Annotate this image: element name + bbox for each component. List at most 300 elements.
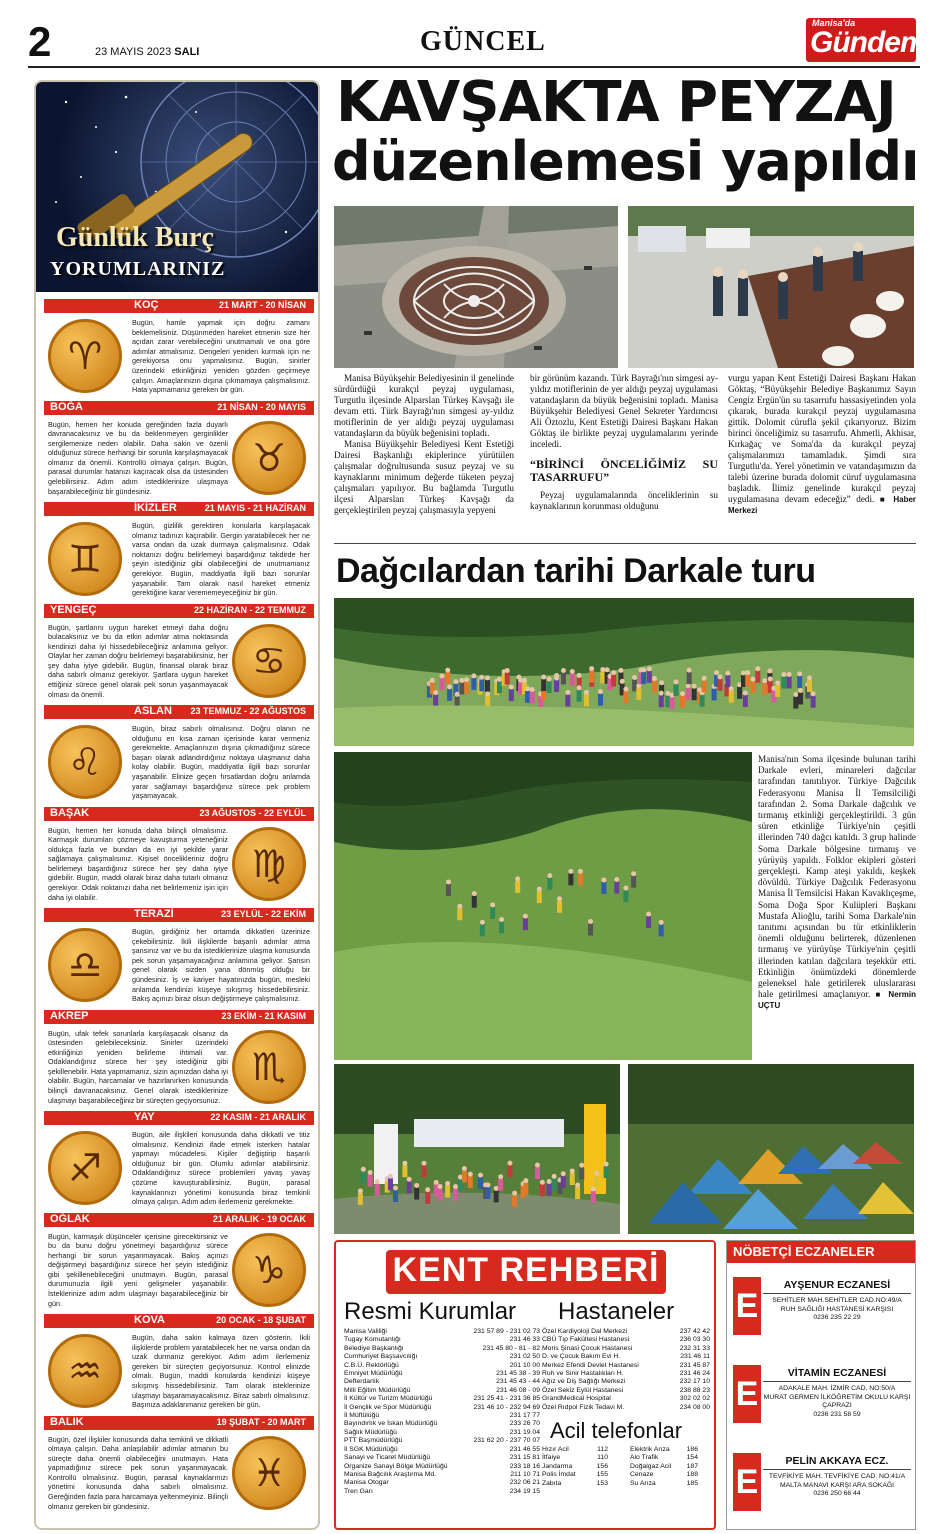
date-text: 23 MAYIS 2023 [95,46,172,58]
entry-phone: 231 46 10 - 232 94 69 [473,1403,540,1411]
hiker-figure [464,682,469,694]
sign-0 [44,299,314,399]
hiker-figure [485,1187,490,1199]
resmi-row [344,1395,540,1403]
resmi-row [344,1446,540,1454]
hiker-head [523,1178,528,1183]
hiker-figure [425,1192,430,1204]
eczane-letter: E [733,1277,761,1335]
hiker-figure [439,678,444,690]
article1-col2-p2: Peyzaj uygulamalarında önceliklerinin su kaynaklarının korunması olduğunu [530,490,718,511]
zodiac-0-icon: ♈ [48,319,122,393]
entry-name: Hızır Acil [542,1446,569,1453]
resmi-row [344,1362,540,1370]
sign-name: ASLAN [134,705,172,717]
logo-top: Manisa'da [812,18,856,28]
hastane-row [542,1404,710,1412]
entry-name: İl Kültür ve Turizm Müdürlüğü [344,1395,433,1403]
resmi-row [344,1437,540,1445]
hiker-figure [468,1176,473,1188]
hiker-figure [498,1179,503,1191]
resmi-list [344,1328,540,1496]
hiker-figure [523,1183,528,1195]
hiker-head [509,685,514,690]
entry-phone: 186 [686,1446,698,1453]
entry-phone: 231 46 24 [679,1370,710,1378]
entry-phone: 233 18 16 [509,1462,540,1470]
entry-name: GrandMedical Hospital [542,1395,611,1403]
hiker-head [471,673,476,678]
hiker-figure [422,1165,427,1177]
sign-name: YENGEÇ [50,603,97,616]
article1-col2-p1: bir görünüm kazandı. Türk Bayrağı'nın simgesi ay-yıldız motiflerinin de yer aldığı peyzaj uygulaması vatandaşların da büyük beğenisini topladı. Manisa Büyükşehir Belediyesi Genel Sekreter Yardımcısı Ali Öztozlu, Kent Estetiği Dairesi Başkanı Hakan Göktaş ile birlikte peyzaj uygulamalarını yerinde inceledi. [530,373,719,449]
hastane-row [542,1353,710,1361]
hastane-row [542,1362,710,1370]
hiker-head [618,668,623,673]
sign-text: Bugün, gizlilik gerektiren konularla karşılaşacak olmanız tadınızı kaçırabilir. Gergin yaratabilecek her ne varsa ondan da uzak durmaya çalışmalısınız. Odak noktanızı doğru belirlemeyi başardığınız takdirde her şeyin istediğiniz gibi olabileceğini de unutmamanız gerekiyor. Bugün, maddiyatla ilgili bazı sorunlar yaşanabilir. Tam olarak nasıl hareket etmeniz gerektiğine karar verememeyeceğiniz bir gün. [132,521,310,598]
hiker-figure [525,691,530,703]
entry-name: Manisa Otogar [344,1479,389,1487]
hiker-figure [575,1187,580,1199]
hiker-head [472,891,477,896]
hiker-head [505,668,510,673]
hiker-figure [591,1191,596,1203]
eczaneler-box [726,1240,916,1530]
hiker-head [457,904,462,909]
hiker-figure [692,688,697,700]
hiker-figure [445,1185,450,1197]
hiker-figure [702,680,707,692]
article2-body [758,754,916,1012]
hiker-head [561,668,566,673]
hiker-figure [601,882,606,894]
sign-dates: 21 MAYIS - 21 HAZİRAN [204,503,306,513]
resmi-row [344,1353,540,1361]
hiker-figure [570,674,575,686]
acil-row [630,1471,698,1479]
entry-name: Sanayi ve Ticaret Müdürlüğü [344,1454,431,1462]
entry-name: İl Gençlik ve Spor Müdürlüğü [344,1403,432,1411]
hiker-figure [446,884,451,896]
entry-phone: 238 88 23 [679,1386,710,1394]
hiker-figure [793,697,798,709]
hiker-head [480,920,485,925]
hiker-figure [641,672,646,684]
eczane-letter: E [733,1453,761,1511]
day-text: SALI [174,46,200,58]
sign-text: Bugün, daha sakin kalmaya özen gösterin. İkili ilişkilerde problem yaratabilecek her ne varsa ondan da uzak durmanız gerekiyor. Adım adım ilerlemeniz gereken bir süreçten geçiyorsunuz. Kontrol elinizde olmalı. Bugün, maddi konularda kendinizi küşeye sıkışmış hissedebilirsiniz. Tam olarak isteklerinize ulaşmayı başaramayacaksınız. Biraz sabırlı olmalısınız. Başınıza adaklanmanız gereken bir gün. [132,1333,310,1410]
hastane-row [542,1336,710,1344]
hiker-figure [478,1177,483,1189]
sign-text: Bugün, özel ilişkiler konusunda daha temkinli ve dikkatli olmaya çalışın. Daha anlaşılabilir adımlar atmanın bu süreçte daha önemli olabileceğini unutmayın. Hata yapmadığınız sürece pek sorun yaşanmayacak. Kontrollü olmalısınız. Bugün, parasal kaynaklarınızı yönetimi konusunda daha sabırlı olmalısınız. Gereğinden fazla para harcamaya yeltenmeyiniz. Bilinçli olmanız gereken bir gündesiniz. [48,1434,228,1511]
entry-name: Elektrik Arıza [630,1446,670,1453]
entry-name: D. ve Çocuk Bakım Evi H. [542,1353,621,1361]
hiker-head [485,1182,490,1187]
hiker-head [498,1174,503,1179]
sign-name: BALIK [50,1415,84,1428]
entry-name: Özel Kardiyoloji Dal Merkezi [542,1328,627,1335]
hiker-figure [547,681,552,693]
hiker-figure [646,916,651,928]
sign-5 [44,807,314,907]
entry-name: Jandarma [542,1462,573,1470]
entry-name: C.B.Ü. Rektörlüğü [344,1361,399,1369]
entry-phone: 231 46 33 [509,1336,540,1344]
resmi-row [344,1336,540,1344]
hiker-figure [437,1189,442,1201]
entry-name: Emniyet Müdürlüğü [344,1370,403,1378]
hiker-figure [547,1184,552,1196]
hiker-figure [540,1184,545,1196]
hiker-figure [687,672,692,684]
hiker-head [361,1167,366,1172]
eczane-phone: 0236 235 22 29 [813,1314,861,1322]
hiker-head [652,676,657,681]
hiker-head [762,678,767,683]
entry-phone: 232 17 10 [679,1378,710,1386]
hiker-figure [472,896,477,908]
hiker-figure [565,694,570,706]
hiker-figure [745,675,750,687]
hiker-head [540,1180,545,1185]
hiker-head [568,869,573,874]
acil-row [630,1480,698,1488]
entry-name: Manisa Bağcılık Araştırma Md. [344,1470,437,1478]
entry-phone: 154 [686,1454,698,1462]
hiker-head [745,670,750,675]
kent-rehberi-box [334,1240,716,1530]
entry-phone: 236 03 30 [679,1336,710,1344]
hiker-head [714,670,719,675]
hiker-figure [388,1178,393,1190]
hiker-figure [485,680,490,692]
hastane-list [542,1328,710,1412]
article1-headline-line2: düzenlemesi yapıldı [332,130,919,193]
eczane-address-line: MURAT GERMEN İLKÖĞRETİM OKULU KARŞI ÇAPRAZI [763,1393,911,1410]
hiker-figure [807,680,812,692]
hiker-head [623,886,628,891]
hiker-head [659,680,664,685]
hiker-figure [537,891,542,903]
hiker-head [554,676,559,681]
eczane-letter: E [733,1365,761,1423]
hiker-head [646,912,651,917]
hiker-figure [552,1178,557,1190]
hiker-figure [497,681,502,693]
horoscope-sidebar [34,80,320,1530]
hiker-head [680,691,685,696]
hiker-figure [743,695,748,707]
hiker-head [547,873,552,878]
entry-phone: 231 25 41 - 231 36 85 [473,1395,540,1403]
hiker-figure [402,1165,407,1177]
hiker-head [445,668,450,673]
zodiac-2-icon: ♊ [48,522,122,596]
hiker-head [455,692,460,697]
hiker-figure [509,689,514,701]
sign-name: BOĞA [50,400,83,413]
group-banner-photo [334,1064,620,1234]
article1-col2 [530,373,718,512]
resmi-row [344,1479,540,1487]
hiker-figure [781,676,786,688]
entry-name: Bayındırlık ve İskan Müdürlüğü [344,1420,438,1428]
zodiac-6-icon: ♎ [48,928,122,1002]
eczane-divider [763,1469,911,1470]
hiker-figure [547,878,552,890]
hiker-figure [623,691,628,703]
entry-name: Cenaze [630,1471,654,1479]
resmi-row [344,1404,540,1412]
hiker-head [570,1168,575,1173]
sign-9 [44,1213,314,1313]
tents-photo [628,1064,914,1234]
sign-text: Bugün, girdiğiniz her ortamda dikkatleri üzerinize çekebilirsiniz. İkili ilişkilerde başarılı adımlar atma şansınız var ve bu da istediklerinize ulaşma konusunda pek sorun yaşamayacağınız anlamına geliyor. Şansın genel olarak sizden yana dönmüş olduğu bir gündesiniz. İş ve kariyer hayatınızda bugün, mesleki anlamda kendinizi küşeye sıkışmış hissedebilirsiniz. Bakış açınızı biraz olsun değiştirmeye çalışmalısınız. [132,927,310,1004]
hiker-figure [499,921,504,933]
hiker-head [604,1162,609,1167]
resmi-row [344,1488,540,1496]
newspaper-logo[interactable] [806,18,926,62]
hiker-figure [725,675,730,687]
entry-phone: 187 [686,1462,698,1470]
hiker-figure [811,696,816,708]
sign-dates: 22 HAZİRAN - 22 TEMMUZ [193,604,306,615]
page-number: 2 [28,18,52,65]
hiker-head [459,678,464,683]
hiker-figure [669,697,674,709]
hiker-head [453,679,458,684]
hiker-head [434,1180,439,1185]
hiker-head [589,666,594,671]
hiker-head [561,1171,566,1176]
sign-dates: 23 TEMMUZ - 22 AĞUSTOS [190,706,306,716]
banner-line1: Günlük Burç [56,222,214,253]
hiker-head [368,1170,373,1175]
hiker-figure [368,1174,373,1186]
sign-10 [44,1314,314,1414]
hiker-head [402,1161,407,1166]
eczane-divider [763,1293,911,1294]
entry-phone: 232 31 33 [679,1344,710,1352]
article1-col3-text: vurgu yapan Kent Estetiği Dairesi Başkanı Hakan Göktaş, “Büyükşehir Belediye Başkanımız Sayın Cengiz Ergün'ün su tasarrufu hassasiyetinden yola çıkarak, burada kurakçıl peyzaj uygulamasına gittik. Dolomit cürufla şekil çıkarıyoruz. Bizim birinci önceliğimiz su tasarrufu. Ahmetli, Akhisar, Kırkağaç ve Soma'da da kurakçıl peyzaj çalışmalarımızı tamamladık. Şimdi sıra Turgutlu'da. Yerel yönetimin ve vatandaşımızın da talebi üzerine burada dolomit cüruf uygulamasına başladık. İlimiz genelinde kurakçıl peyzaj uygulamasına devam edeceğiz” dedi. [728,373,916,504]
zodiac-7-icon: ♏ [232,1030,306,1104]
entry-name: Su Arıza [630,1479,656,1487]
hiker-head [768,676,773,681]
entry-name: Doğalgaz Acil [630,1462,672,1470]
sign-4 [44,705,314,805]
eczane-address [763,1297,911,1323]
hiker-figure [512,1195,517,1207]
sign-dates: 23 EKİM - 21 KASIM [221,1010,306,1021]
sign-name: AKREP [50,1009,89,1022]
hiker-head [584,690,589,695]
hiker-figure [604,1166,609,1178]
hiker-figure [414,1188,419,1200]
entry-name: Manisa Valiliği [344,1328,387,1335]
hiker-figure [515,881,520,893]
hiker-head [577,685,582,690]
hiker-figure [507,1165,512,1177]
entry-name: Sağlık Müdürlüğü [344,1428,397,1436]
entry-phone: 237 42 42 [679,1328,710,1335]
resmi-row [344,1463,540,1471]
roundabout-photo [334,206,618,368]
hiker-head [462,1166,467,1171]
hiker-figure [729,691,734,703]
hiker-head [535,1163,540,1168]
hiker-figure [588,924,593,936]
sign-text: Bugün, ufak tefek sorunlarla karşılaşacak olsanız da üstesinden gelebileceksiniz. Sinirler üzerindeki etkinliğinizi yeniden belirleme ihtimali var. Odaklandığınız sürece her şey istediğiniz gibi şekillenebilir. Hata yapmamanız, sizin açınızdan daha iyi olabilir. Bugün, harcamalar ve hazırlanırken konusunda bilinçli davranacaksınız. Genel olarak istediklerinize ulaşmayı başarabileceğiniz bir süreçten geçiyorsunuz. [48,1028,228,1105]
hiker-figure [614,882,619,894]
entry-phone: 231 19 04 [509,1428,540,1436]
hiker-figure [554,680,559,692]
sign-name: YAY [134,1111,155,1123]
hastane-row [542,1345,710,1353]
hiker-figure [523,918,528,930]
hiker-figure [594,1175,599,1187]
entry-phone: 153 [596,1479,608,1487]
acil-list-right [630,1446,698,1488]
sign-text: Bugün, hemen her konuda daha bilinçli olmalısınız. Karmaşık durumları çözmeye kavuşturma yeteneğiniz oldukça fazla ve bundan da en iyi şekilde yarar sağlamaya çalışmalısınız. Kişisel öncelikleriniz doğru belirlemeyi başardığınız sürece her şey daha iyiye gidebilir. Bugün, maddi olarak biraz daha tutarlı olmanız gerekiyor. Odak noktanızı daha net belirlemeniz işin için daha iyi olabilir. [48,825,228,902]
hiker-head [547,677,552,682]
hiker-figure [494,1190,499,1202]
entry-name: Merkez Efendi Devlet Hastanesi [542,1361,639,1369]
group-photo-hill [334,598,914,746]
hiker-head [552,1174,557,1179]
hiker-figure [636,688,641,700]
entry-name: Ruh ve Sinir Hastalıkları H. [542,1370,624,1378]
eczane-address [763,1473,911,1499]
hiker-head [717,674,722,679]
eczane-address-line: SEHİTLER MAH.SEHİTLER CAD.NO:49/A [772,1297,902,1304]
eczane-address-line: TEVFİKİYE MAH. TEVFİKİYE CAD. NO:41/A [768,1473,906,1480]
entry-name: Belediye Başkanlığı [344,1344,404,1352]
hiker-head [807,675,812,680]
entry-name: İl Müftülüğü [344,1412,380,1420]
zodiac-9-icon: ♑ [232,1233,306,1307]
sign-dates: 23 EYLÜL - 22 EKİM [221,909,306,919]
zodiac-8-icon: ♐ [48,1131,122,1205]
hiker-head [468,1172,473,1177]
hiker-head [620,679,625,684]
hiker-head [522,678,527,683]
hiker-head [659,920,664,925]
hastane-row [542,1378,710,1386]
sign-text: Bugün, aile ilişkileri konusunda daha dikkatli ve titiz olmalısınız. Kendinizi ifade etmek isterken hatalar yapmayı mücadelesi. Kişiler değiştirip başarılı olduğunuz bir gün. Olumlu adımlar atabilirsiniz. Odaklandığınız sürece problemleri yavaş yavaş çözüme kavuşturabilirsiniz. Bugün, parasal kaynaklarınızı yönetimi konusunda biraz temkinli olmaya çalışın. Adım adım ilerlemeniz gerekmekte. [132,1130,310,1207]
zodiac-1-icon: ♉ [232,421,306,495]
hiker-figure [578,873,583,885]
entry-phone: 231 45 43 - 44 [496,1378,540,1386]
zodiac-10-icon: ♒ [48,1334,122,1408]
hiker-head [494,1186,499,1191]
hiker-figure [561,1176,566,1188]
hiker-head [631,871,636,876]
hiker-figure [462,1171,467,1183]
entry-phone: 233 26 70 [509,1420,540,1428]
entry-name: Defterdarlık [344,1378,380,1386]
hiker-head [793,692,798,697]
entry-phone: 112 [597,1446,608,1453]
sign-11 [44,1416,314,1516]
hiker-head [507,1161,512,1166]
hiker-head [525,686,530,691]
hiker-head [433,690,438,695]
hiker-head [485,675,490,680]
entry-name: Moris Şinasi Çocuk Hastanesi [542,1344,633,1352]
entry-phone: 201 10 00 [509,1361,540,1369]
hiker-figure [659,695,664,707]
hiker-head [673,679,678,684]
entry-name: Alo Trafik [630,1454,659,1462]
hiker-head [787,672,792,677]
hiker-head [446,879,451,884]
hiker-head [798,688,803,693]
entry-phone: 185 [686,1479,698,1487]
zodiac-11-icon: ♓ [232,1436,306,1510]
article2-byline: ■ Nermin UÇTU [758,990,916,1011]
hiker-head [437,1184,442,1189]
article1-byline: ■ Haber Merkezi [728,495,917,515]
hiker-figure [762,683,767,695]
hiker-head [632,675,637,680]
hiker-figure [755,671,760,683]
hiker-head [600,667,605,672]
resmi-row [344,1429,540,1437]
sign-text: Bugün, hemen her konuda gereğinden fazla duyarlı davranacaksınız ve bu da beklenmeyen gerginlikler sergilemenize neden olabilir. Daha sakin ve özenli olduğunuz sürece herhangi bir sorunla karşılaşmayacak olmanız da önemli. Kontrollü olmaya çalışın. Bugün, parasal durumlar hatanızı kaçıracak olsa da üstesinden gelebilirsiniz. Adım adım istediklerinize ulaşmaya başarabileceğiniz bir gündesiniz. [48,419,228,496]
eczaneler-title: NÖBETÇİ ECZANELER [727,1241,915,1263]
hastane-row [542,1395,710,1403]
hiker-head [729,686,734,691]
hiker-head [601,877,606,882]
entry-phone: 302 02 02 [679,1395,710,1403]
entry-name: Zabıta [542,1479,562,1487]
sign-dates: 19 ŞUBAT - 20 MART [216,1416,306,1427]
hiker-head [751,677,756,682]
article2-text [758,754,916,1012]
entry-name: PTT Başmüdürlüğü [344,1437,403,1445]
hiker-head [767,668,772,673]
acil-title: Acil telefonlar [550,1418,683,1443]
eczane-address [763,1385,911,1419]
eczane-name: VİTAMİN ECZANESİ [787,1367,887,1379]
sign-name: KOVA [134,1314,165,1326]
zodiac-5-icon: ♍ [232,827,306,901]
hiker-head [641,667,646,672]
sign-2 [44,502,314,602]
hiker-figure [480,924,485,936]
entry-phone: 232 06 21 [509,1479,540,1487]
acil-row [630,1463,698,1471]
resmi-row [344,1454,540,1462]
hiker-head [781,672,786,677]
hiker-head [588,919,593,924]
entry-phone: 234 19 15 [509,1487,540,1495]
hiker-head [614,877,619,882]
sign-name: TERAZİ [134,908,174,920]
hiker-figure [797,676,802,688]
article2-text-body: Manisa'nın Soma ilçesinde bulunan tarihi Darkale evleri, minareleri dağcılar tarafından tanıtılıyor. Türkiye Dağcılık Federasyonu Manisa İl Temsilciliği tarafından 2. Soma Darkale dağcılık ve tırmanış etkinliği gerçekleştirildi. 3 gün süren etkinliğe Türkiye'nin çeşitli illerinden 740 dağcı katıldı. 3 grup halinde Soma Darkale bölgesine tırmanış ve yürüyüş yapıldı. Folklor ekipleri gösteri gerçekleşti. Kamp ateşi yakıldı, keşkek dövüldü. Türkiye Dağcılık Federasyonu Manisa İl Temsilcisi Hakan Kavaklıçeşme, Soma Doğa Spor Kulüpleri Başkanı Mustafa Alioğlu, tarihi Soma Darkale'nin tanıtımı açısından bu tür etkinliklerin önemli olduğunu belirterek, düzenlenen tırmanış ve yürüyüşe Türkiye'nin çeşitli illerinden katılan dağcılara teşekkür etti. Etkinliğin önümüzdeki dönemlerde geleneksel hale getirilerek uluslararası hale getirilmesi amaçlanıyor. [758,754,916,1000]
hiker-head [512,1191,517,1196]
acil-row [542,1454,608,1462]
hiker-head [702,676,707,681]
hiker-figure [561,673,566,685]
entry-name: Milli Eğitim Müdürlüğü [344,1386,411,1394]
article-divider [334,543,916,544]
hiker-figure [775,685,780,697]
entry-phone: 231 45 80 - 81 - 82 [482,1344,540,1352]
hiker-head [358,1188,363,1193]
entry-phone: 231 02 50 [509,1353,540,1361]
